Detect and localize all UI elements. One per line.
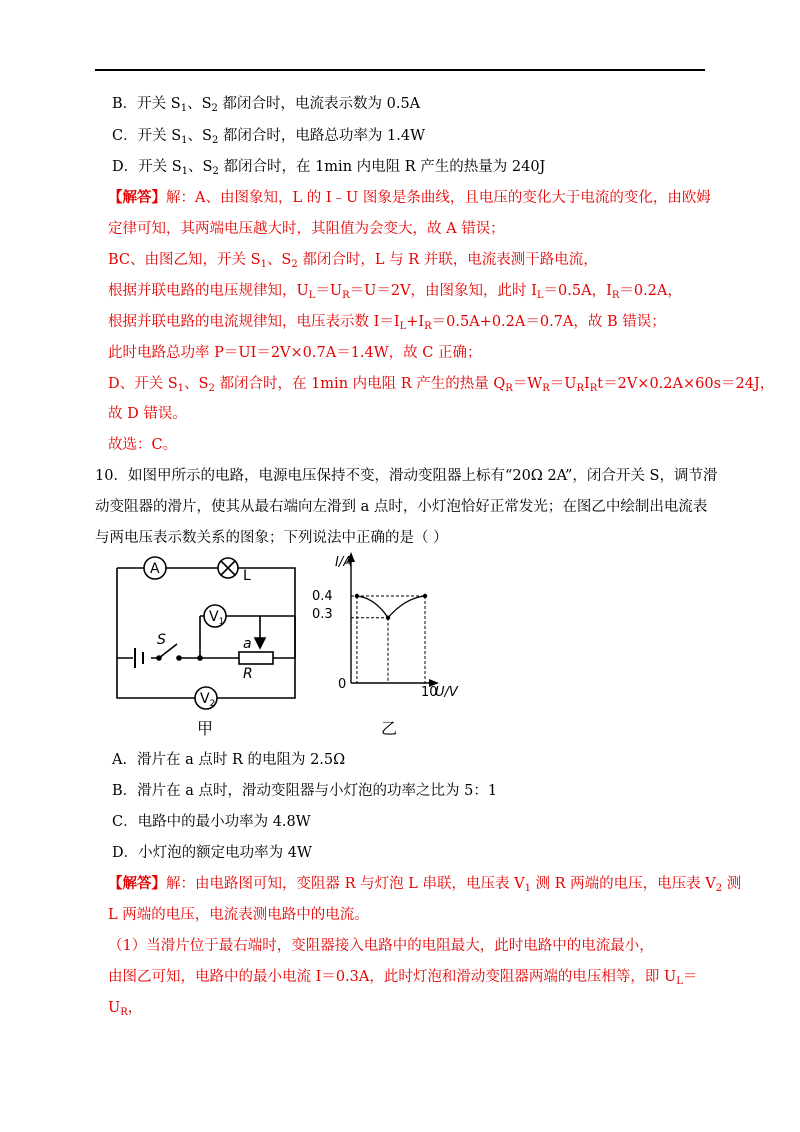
- data-point-1: [386, 616, 390, 620]
- option-b: B．滑片在 a 点时，滑动变阻器与小灯泡的功率之比为 5：1: [112, 783, 498, 799]
- series-curve: [357, 596, 425, 618]
- option-c: C．电路中的最小功率为 4.8W: [112, 814, 311, 830]
- point-a-label: a: [243, 636, 252, 652]
- data-point-0: [355, 594, 359, 598]
- question10-line1: 10．如图甲所示的电路，电源电压保持不变，滑动变阻器上标有“20Ω 2A”，闭合开关 S，调节滑: [95, 468, 718, 484]
- x-axis-label: U/V: [435, 685, 458, 700]
- answer10-line1: 【解答】解：由电路图可知，变阻器 R 与灯泡 L 串联，电压表 $V_1$ 测 R 两端的电压，电压表 $V_2$ 测: [108, 875, 742, 894]
- switch-label: S: [157, 632, 166, 648]
- answer10-line3: （1）当滑片位于最右端时，变阻器接入电路中的电阻最大，此时电路中的电流最小，: [108, 938, 654, 954]
- answer9-line1: 【解答】解：A、由图象知，L 的 I﹣U 图象是条曲线，且电压的变化大于电流的变化，由欧姆: [108, 189, 711, 206]
- answer9-line9: 故选：C。: [108, 437, 178, 453]
- question10-line2: 动变阻器的滑片，使其从最右端向左滑到 a 点时，小灯泡恰好正常发光；在图乙中绘制出电流表: [95, 499, 708, 515]
- answer9-line8: 故 D 错误。: [108, 406, 187, 422]
- figure-circuit-and-graph: [105, 548, 485, 743]
- header-rule: [95, 69, 705, 71]
- lamp-label: L: [243, 568, 251, 584]
- y-tick-0-4: 0.4: [312, 589, 333, 604]
- battery-icon: [135, 648, 143, 668]
- v1-label: $V_1$: [209, 609, 225, 627]
- answer10-line2: L 两端的电压，电流表测电路中的电流。: [108, 907, 369, 923]
- slider-arrow-icon: [255, 638, 265, 648]
- option-d-prev: D．开关 $S_1$、$S_2$ 都闭合时，在 1min 内电阻 R 产生的热量为 240J: [112, 159, 546, 177]
- y-axis-label: I/A: [335, 555, 353, 570]
- resistor-label: R: [243, 666, 253, 682]
- y-tick-0-3: 0.3: [312, 607, 333, 622]
- resistor-icon: [239, 652, 273, 664]
- answer9-line7: D、开关 $S_1$、$S_2$ 都闭合时，在 1min 内电阻 R 产生的热量 $Q_R=W_R=U_RI_Rt=2V\times 0.2A\times 60s=24J$，: [108, 376, 775, 394]
- data-point-2: [423, 594, 427, 598]
- iu-graph: [312, 552, 459, 738]
- answer9-line5: 根据并联电路的电流规律知，电压表示数 $I=I_L+I_R=0.5A+0.2A=0.7A$，故 B 错误；: [108, 314, 666, 332]
- origin-label: 0: [338, 677, 347, 692]
- ammeter-label: A: [150, 561, 160, 577]
- option-a: A．滑片在 a 点时 R 的电阻为 2.5Ω: [112, 752, 346, 768]
- answer9-line3: BC、由图乙知，开关 $S_1$、$S_2$ 都闭合时，L 与 R 并联，电流表测干路电流，: [108, 252, 598, 270]
- option-c-prev: C．开关 $S_1$、$S_2$ 都闭合时，电路总功率为 1.4W: [112, 128, 426, 146]
- option-b-prev: B．开关 $S_1$、$S_2$ 都闭合时，电流表示数为 0.5A: [112, 96, 421, 114]
- answer9-line2: 定律可知，其两端电压越大时，其阻值为会变大，故 A 错误；: [108, 221, 505, 237]
- question10-line3: 与两电压表示数关系的图象；下列说法中正确的是（ ）: [95, 530, 448, 546]
- answer10-line5: $U_R$，: [108, 1000, 143, 1018]
- answer9-line4: 根据并联电路的电压规律知，$U_L=U_R=U=2V$，由图象知，此时 $I_L=0.5A$，$I_R=0.2A$，: [108, 283, 682, 301]
- option-d: D．小灯泡的额定电功率为 4W: [112, 845, 312, 861]
- x-tick-10: 10: [421, 685, 438, 700]
- answer10-line4: 由图乙可知，电路中的最小电流 I＝0.3A，此时灯泡和滑动变阻器两端的电压相等，即 $U_L=$: [108, 969, 698, 987]
- graph-caption: 乙: [381, 719, 398, 738]
- v2-label: $V_2$: [200, 691, 216, 709]
- circuit-caption: 甲: [197, 719, 214, 738]
- circuit-diagram: [117, 557, 295, 709]
- answer9-line6: 此时电路总功率 P＝UI＝2V×0.7A＝1.4W，故 C 正确；: [108, 345, 482, 361]
